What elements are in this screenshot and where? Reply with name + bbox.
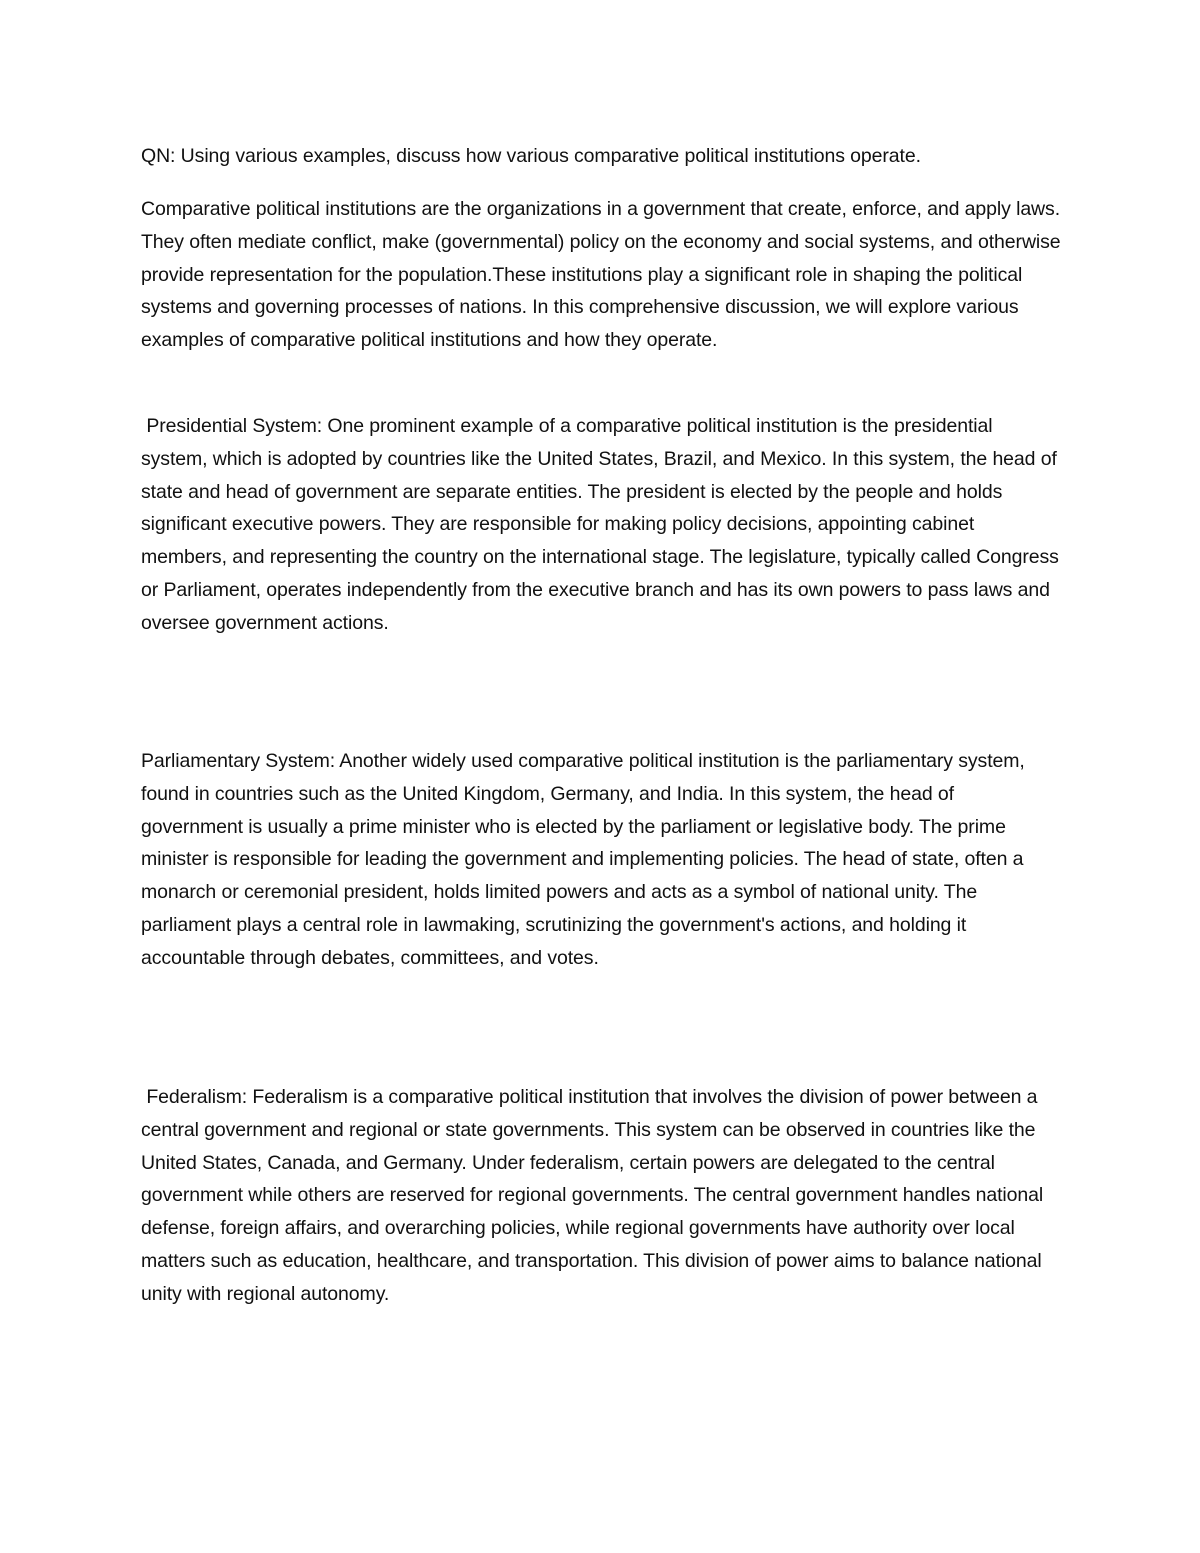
intro-paragraph: Comparative political institutions are the organizations in a government that create, enforce, and apply laws. They often mediate conflict, make (governmental) policy on the economy and social systems, and otherwise provide representation for the population.These institutions play a significant role in shaping the political systems and governing processes of nations. In this comprehensive discussion, we will explore various examples of comparative political institutions and how they operate.	[141, 198, 1061, 352]
federalism-paragraph: Federalism: Federalism is a comparative political institution that involves the division of power between a central government and regional or state governments. This system can be observed in countries like the United States, Canada, and Germany. Under federalism, certain powers are delegated to the central government while others are reserved for regional governments. The central government handles national defense, foreign affairs, and overarching policies, while regional governments have authority over local matters such as education, healthcare, and transportation. This division of power aims to balance national unity with regional autonomy.	[141, 1086, 1049, 1305]
parliamentary-system-paragraph: Parliamentary System: Another widely used comparative political institution is the parliamentary system, found in countries such as the United Kingdom, Germany, and India. In this system, the head of government is usually a prime minister who is elected by the parliament or legislative body. The prime minister is responsible for leading the government and implementing policies. The head of state, often a monarch or ceremonial president, holds limited powers and acts as a symbol of national unity. The parliament plays a central role in lawmaking, scrutinizing the government's actions, and holding it accountable through debates, committees, and votes.	[141, 750, 1025, 969]
question-paragraph: QN: Using various examples, discuss how various comparative political institutions operate.	[141, 145, 921, 167]
presidential-system-paragraph: Presidential System: One prominent example of a comparative political institution is the presidential system, which is adopted by countries like the United States, Brazil, and Mexico. In this system, the head of state and head of government are separate entities. The president is elected by the people and holds significant executive powers. They are responsible for making policy decisions, appointing cabinet members, and representing the country on the international stage. The legislature, typically called Congress or Parliament, operates independently from the executive branch and has its own powers to pass laws and oversee government actions.	[141, 415, 1065, 634]
